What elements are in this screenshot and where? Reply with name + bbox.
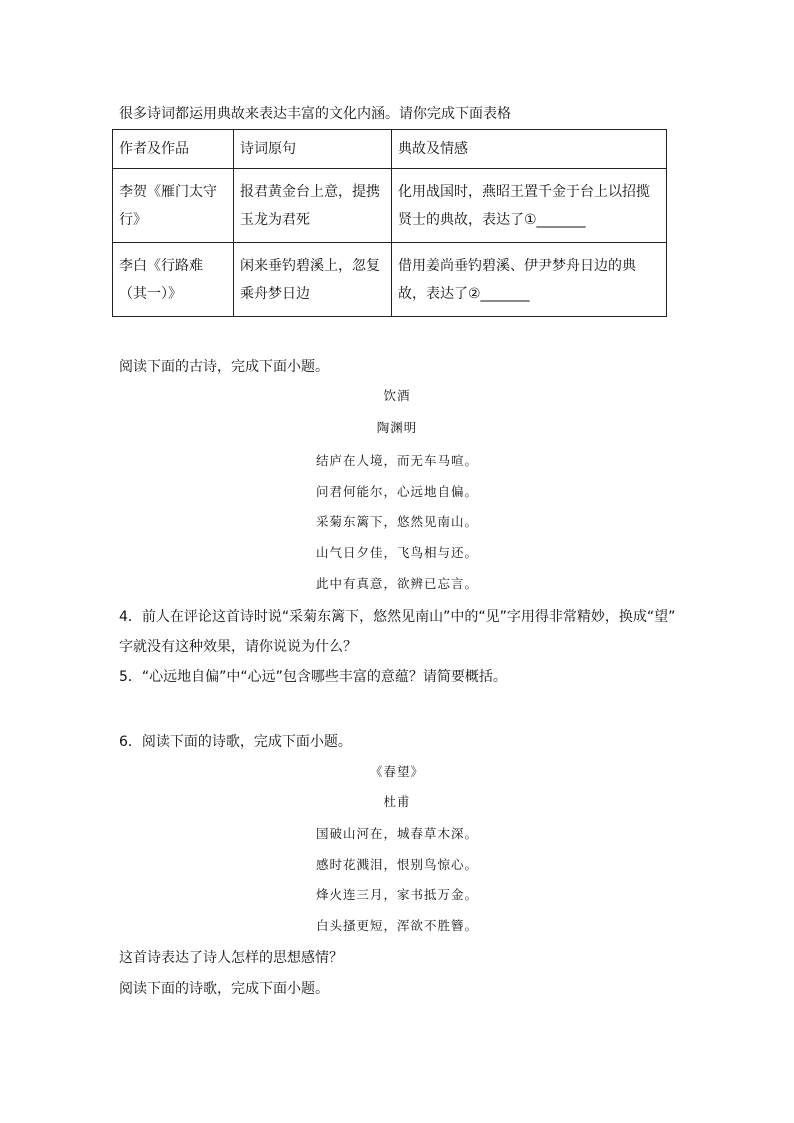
table-row: [113, 243, 667, 317]
poem1-line: 采菊东篱下，悠然见南山。: [315, 514, 478, 529]
cell-allusion: 化用战国时，燕昭王置千金于台上以招揽贤士的典故，表达了①_______: [392, 169, 667, 243]
section2-instruction: 6．阅读下面的诗歌，完成下面小题。: [119, 734, 352, 750]
cell-line: 报君黄金台上意，提携玉龙为君死: [234, 169, 392, 243]
poem2-line: 白头搔更短，浑欲不胜簪。: [315, 918, 478, 933]
poem2-line: 国破山河在，城春草木深。: [315, 826, 478, 841]
question-4-line2: 字就没有这种效果，请你说说为什么？: [119, 639, 357, 655]
question-6: 这首诗表达了诗人怎样的思想感情？: [119, 950, 343, 966]
intro-text: 很多诗词都运用典故来表达丰富的文化内涵。请你完成下面表格: [119, 106, 511, 122]
cell-work: 李白《行路难（其一）》: [113, 243, 234, 317]
poem2-line: 感时花溅泪，恨别鸟惊心。: [315, 857, 478, 872]
cell-line: 闲来垂钓碧溪上，忽复乘舟梦日边: [234, 243, 392, 317]
allusion-table: [112, 129, 667, 317]
poem2-title: 《春望》: [369, 764, 424, 779]
cell-work: 李贺《雁门太守行》: [113, 169, 234, 243]
header-original-line: 诗词原句: [234, 130, 392, 169]
question-5: 5．“心远地自偏”中“心远”包含哪些丰富的意蕴？请简要概括。: [119, 669, 507, 685]
cell-allusion: 借用姜尚垂钓碧溪、伊尹梦舟日边的典故，表达了②_______: [392, 243, 667, 317]
table-row: [113, 169, 667, 243]
question-4-line1: 4．前人在评论这首诗时说“采菊东篱下，悠然见南山”中的“见”字用得非常精妙，换成“望”: [119, 609, 676, 625]
poem2-author: 杜甫: [383, 794, 411, 809]
table-header-row: [113, 130, 667, 169]
poem1-author: 陶渊明: [376, 420, 418, 435]
header-author-work: 作者及作品: [113, 130, 234, 169]
poem1-line: 问君何能尔，心远地自偏。: [315, 484, 478, 499]
next-instruction: 阅读下面的诗歌，完成下面小题。: [119, 981, 329, 997]
poem1-line: 山气日夕佳，飞鸟相与还。: [315, 545, 478, 560]
poem1-line: 此中有真意，欲辨已忘言。: [315, 576, 478, 591]
poem1-title: 饮酒: [383, 388, 411, 403]
poem2-line: 烽火连三月，家书抵万金。: [315, 887, 478, 902]
poem1-line: 结庐在人境，而无车马喧。: [315, 453, 478, 468]
section1-instruction: 阅读下面的古诗，完成下面小题。: [119, 359, 329, 375]
header-allusion-emotion: 典故及情感: [392, 130, 667, 169]
